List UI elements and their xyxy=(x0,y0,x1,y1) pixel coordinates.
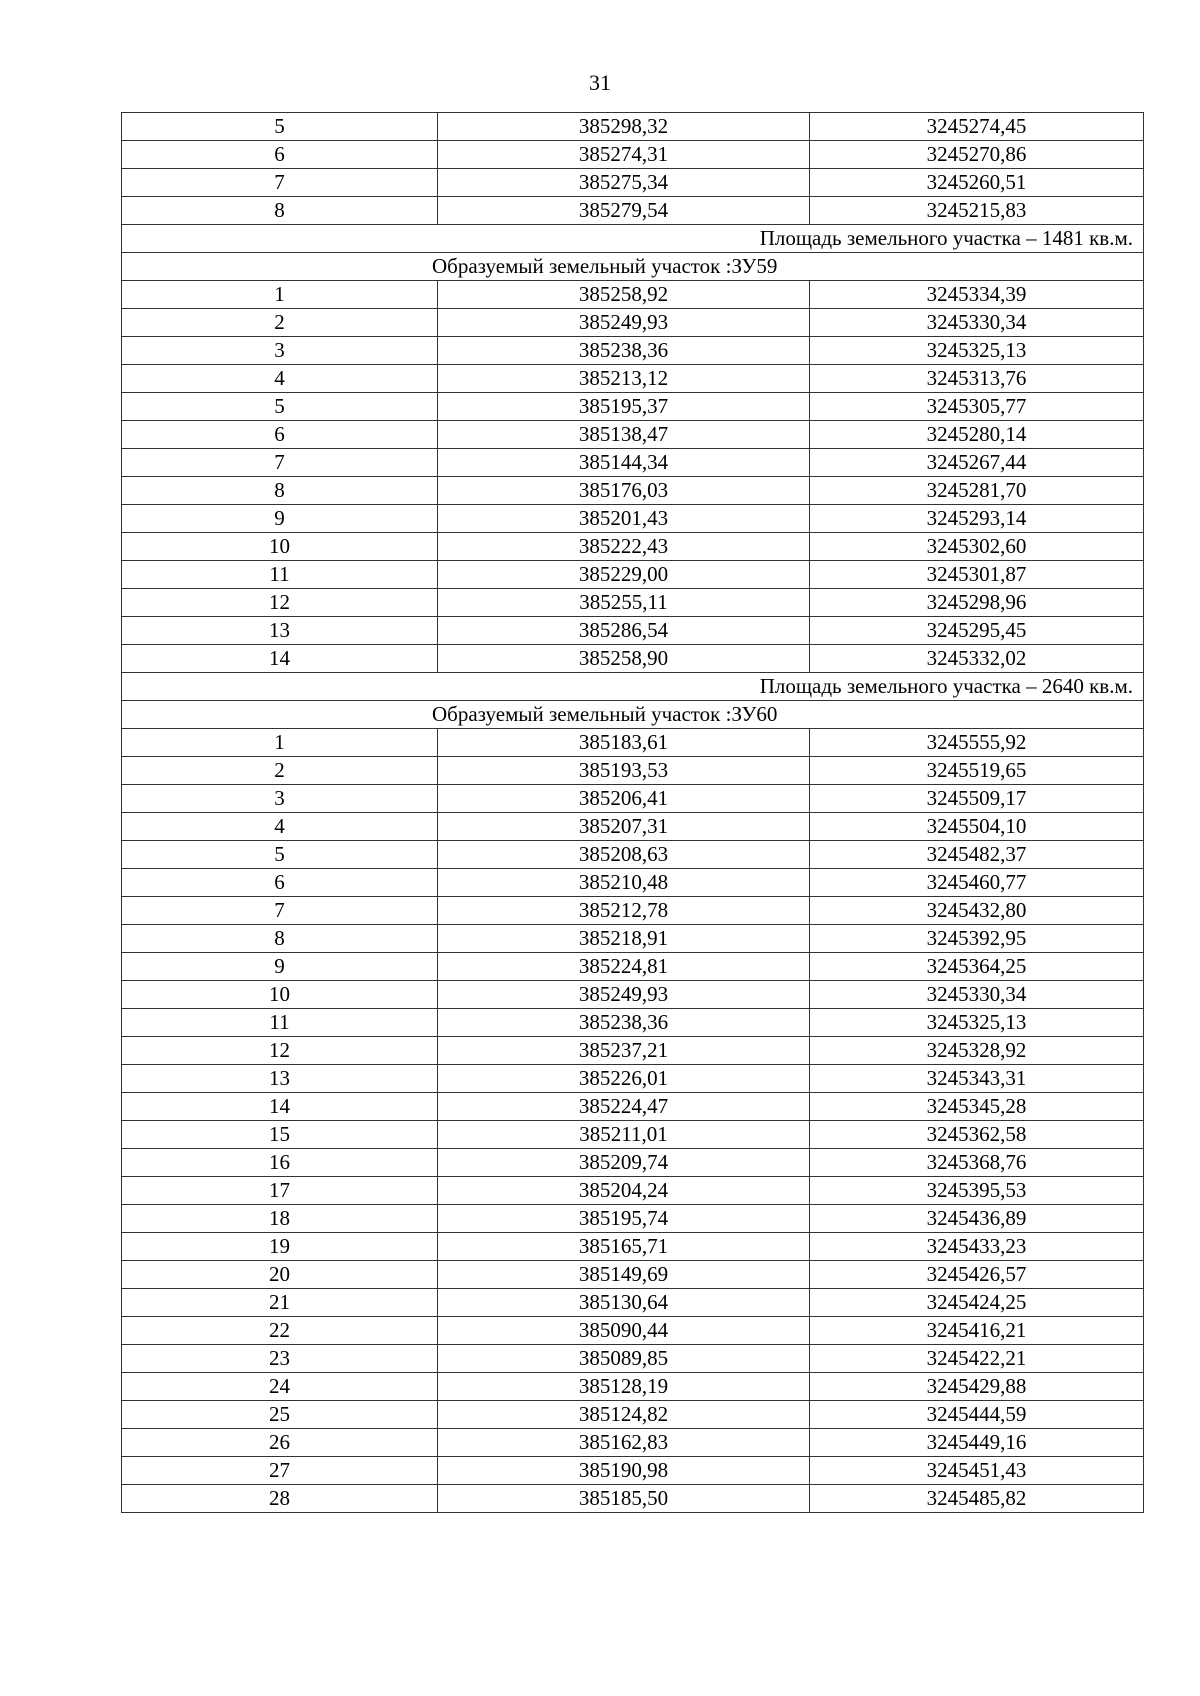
x-coordinate-cell: 385130,64 xyxy=(438,1289,810,1317)
table-row xyxy=(122,281,1144,309)
table-row xyxy=(122,533,1144,561)
table-row xyxy=(122,1065,1144,1093)
coordinates-table-body xyxy=(122,113,1144,1513)
point-number-cell: 27 xyxy=(122,1457,438,1485)
table-row xyxy=(122,477,1144,505)
parcel-title: Образуемый земельный участок :ЗУ59 xyxy=(122,253,1144,281)
area-row xyxy=(122,225,1144,253)
y-coordinate-cell: 3245395,53 xyxy=(810,1177,1144,1205)
x-coordinate-cell: 385210,48 xyxy=(438,869,810,897)
table-row xyxy=(122,561,1144,589)
point-number-cell: 2 xyxy=(122,757,438,785)
y-coordinate-cell: 3245280,14 xyxy=(810,421,1144,449)
table-row xyxy=(122,1317,1144,1345)
y-coordinate-cell: 3245281,70 xyxy=(810,477,1144,505)
y-coordinate-cell: 3245392,95 xyxy=(810,925,1144,953)
point-number-cell: 6 xyxy=(122,141,438,169)
table-row xyxy=(122,421,1144,449)
point-number-cell: 12 xyxy=(122,1037,438,1065)
point-number-cell: 5 xyxy=(122,113,438,141)
x-coordinate-cell: 385258,90 xyxy=(438,645,810,673)
table-row xyxy=(122,1429,1144,1457)
x-coordinate-cell: 385138,47 xyxy=(438,421,810,449)
x-coordinate-cell: 385195,37 xyxy=(438,393,810,421)
y-coordinate-cell: 3245509,17 xyxy=(810,785,1144,813)
x-coordinate-cell: 385213,12 xyxy=(438,365,810,393)
y-coordinate-cell: 3245345,28 xyxy=(810,1093,1144,1121)
point-number-cell: 21 xyxy=(122,1289,438,1317)
point-number-cell: 7 xyxy=(122,169,438,197)
table-row xyxy=(122,169,1144,197)
point-number-cell: 1 xyxy=(122,281,438,309)
point-number-cell: 9 xyxy=(122,953,438,981)
point-number-cell: 11 xyxy=(122,561,438,589)
x-coordinate-cell: 385208,63 xyxy=(438,841,810,869)
y-coordinate-cell: 3245325,13 xyxy=(810,337,1144,365)
point-number-cell: 15 xyxy=(122,1121,438,1149)
x-coordinate-cell: 385249,93 xyxy=(438,981,810,1009)
area-row xyxy=(122,673,1144,701)
table-row xyxy=(122,645,1144,673)
table-row xyxy=(122,1485,1144,1513)
table-row xyxy=(122,1345,1144,1373)
y-coordinate-cell: 3245368,76 xyxy=(810,1149,1144,1177)
table-row xyxy=(122,785,1144,813)
y-coordinate-cell: 3245325,13 xyxy=(810,1009,1144,1037)
y-coordinate-cell: 3245295,45 xyxy=(810,617,1144,645)
x-coordinate-cell: 385211,01 xyxy=(438,1121,810,1149)
point-number-cell: 6 xyxy=(122,869,438,897)
x-coordinate-cell: 385298,32 xyxy=(438,113,810,141)
x-coordinate-cell: 385279,54 xyxy=(438,197,810,225)
y-coordinate-cell: 3245260,51 xyxy=(810,169,1144,197)
point-number-cell: 8 xyxy=(122,925,438,953)
y-coordinate-cell: 3245298,96 xyxy=(810,589,1144,617)
table-row xyxy=(122,729,1144,757)
table-row xyxy=(122,1373,1144,1401)
parcel-title: Образуемый земельный участок :ЗУ60 xyxy=(122,701,1144,729)
x-coordinate-cell: 385201,43 xyxy=(438,505,810,533)
point-number-cell: 16 xyxy=(122,1149,438,1177)
table-row xyxy=(122,309,1144,337)
table-row xyxy=(122,1401,1144,1429)
coordinates-table xyxy=(121,112,1144,1513)
point-number-cell: 26 xyxy=(122,1429,438,1457)
table-row xyxy=(122,1177,1144,1205)
y-coordinate-cell: 3245451,43 xyxy=(810,1457,1144,1485)
y-coordinate-cell: 3245432,80 xyxy=(810,897,1144,925)
table-row xyxy=(122,869,1144,897)
y-coordinate-cell: 3245215,83 xyxy=(810,197,1144,225)
y-coordinate-cell: 3245426,57 xyxy=(810,1261,1144,1289)
table-row xyxy=(122,953,1144,981)
table-row xyxy=(122,449,1144,477)
y-coordinate-cell: 3245332,02 xyxy=(810,645,1144,673)
y-coordinate-cell: 3245416,21 xyxy=(810,1317,1144,1345)
table-row xyxy=(122,337,1144,365)
table-row xyxy=(122,1009,1144,1037)
table-row xyxy=(122,1205,1144,1233)
y-coordinate-cell: 3245267,44 xyxy=(810,449,1144,477)
parcel-area: Площадь земельного участка – 1481 кв.м. xyxy=(122,225,1144,253)
parcel-area: Площадь земельного участка – 2640 кв.м. xyxy=(122,673,1144,701)
x-coordinate-cell: 385275,34 xyxy=(438,169,810,197)
x-coordinate-cell: 385212,78 xyxy=(438,897,810,925)
table-row xyxy=(122,365,1144,393)
x-coordinate-cell: 385149,69 xyxy=(438,1261,810,1289)
point-number-cell: 10 xyxy=(122,533,438,561)
y-coordinate-cell: 3245330,34 xyxy=(810,981,1144,1009)
point-number-cell: 3 xyxy=(122,337,438,365)
y-coordinate-cell: 3245485,82 xyxy=(810,1485,1144,1513)
table-row xyxy=(122,113,1144,141)
y-coordinate-cell: 3245504,10 xyxy=(810,813,1144,841)
y-coordinate-cell: 3245343,31 xyxy=(810,1065,1144,1093)
x-coordinate-cell: 385190,98 xyxy=(438,1457,810,1485)
y-coordinate-cell: 3245444,59 xyxy=(810,1401,1144,1429)
y-coordinate-cell: 3245274,45 xyxy=(810,113,1144,141)
point-number-cell: 14 xyxy=(122,1093,438,1121)
point-number-cell: 4 xyxy=(122,813,438,841)
point-number-cell: 7 xyxy=(122,897,438,925)
point-number-cell: 8 xyxy=(122,197,438,225)
table-row xyxy=(122,1457,1144,1485)
table-row xyxy=(122,1149,1144,1177)
y-coordinate-cell: 3245422,21 xyxy=(810,1345,1144,1373)
y-coordinate-cell: 3245330,34 xyxy=(810,309,1144,337)
x-coordinate-cell: 385249,93 xyxy=(438,309,810,337)
point-number-cell: 17 xyxy=(122,1177,438,1205)
point-number-cell: 12 xyxy=(122,589,438,617)
y-coordinate-cell: 3245460,77 xyxy=(810,869,1144,897)
point-number-cell: 1 xyxy=(122,729,438,757)
point-number-cell: 22 xyxy=(122,1317,438,1345)
table-row xyxy=(122,1093,1144,1121)
table-row xyxy=(122,505,1144,533)
table-row xyxy=(122,1233,1144,1261)
x-coordinate-cell: 385185,50 xyxy=(438,1485,810,1513)
point-number-cell: 2 xyxy=(122,309,438,337)
x-coordinate-cell: 385176,03 xyxy=(438,477,810,505)
table-row xyxy=(122,617,1144,645)
x-coordinate-cell: 385207,31 xyxy=(438,813,810,841)
point-number-cell: 13 xyxy=(122,1065,438,1093)
point-number-cell: 8 xyxy=(122,477,438,505)
x-coordinate-cell: 385090,44 xyxy=(438,1317,810,1345)
point-number-cell: 9 xyxy=(122,505,438,533)
point-number-cell: 5 xyxy=(122,393,438,421)
x-coordinate-cell: 385195,74 xyxy=(438,1205,810,1233)
x-coordinate-cell: 385222,43 xyxy=(438,533,810,561)
point-number-cell: 20 xyxy=(122,1261,438,1289)
x-coordinate-cell: 385193,53 xyxy=(438,757,810,785)
x-coordinate-cell: 385218,91 xyxy=(438,925,810,953)
point-number-cell: 11 xyxy=(122,1009,438,1037)
table-row xyxy=(122,981,1144,1009)
y-coordinate-cell: 3245305,77 xyxy=(810,393,1144,421)
x-coordinate-cell: 385237,21 xyxy=(438,1037,810,1065)
x-coordinate-cell: 385209,74 xyxy=(438,1149,810,1177)
table-row xyxy=(122,197,1144,225)
y-coordinate-cell: 3245519,65 xyxy=(810,757,1144,785)
x-coordinate-cell: 385229,00 xyxy=(438,561,810,589)
x-coordinate-cell: 385204,24 xyxy=(438,1177,810,1205)
table-row xyxy=(122,1289,1144,1317)
y-coordinate-cell: 3245436,89 xyxy=(810,1205,1144,1233)
x-coordinate-cell: 385124,82 xyxy=(438,1401,810,1429)
x-coordinate-cell: 385224,81 xyxy=(438,953,810,981)
y-coordinate-cell: 3245555,92 xyxy=(810,729,1144,757)
y-coordinate-cell: 3245313,76 xyxy=(810,365,1144,393)
x-coordinate-cell: 385286,54 xyxy=(438,617,810,645)
y-coordinate-cell: 3245429,88 xyxy=(810,1373,1144,1401)
point-number-cell: 14 xyxy=(122,645,438,673)
x-coordinate-cell: 385238,36 xyxy=(438,1009,810,1037)
x-coordinate-cell: 385258,92 xyxy=(438,281,810,309)
y-coordinate-cell: 3245270,86 xyxy=(810,141,1144,169)
page-number: 31 xyxy=(589,70,611,95)
table-row xyxy=(122,897,1144,925)
point-number-cell: 7 xyxy=(122,449,438,477)
x-coordinate-cell: 385144,34 xyxy=(438,449,810,477)
parcel-title-row xyxy=(122,253,1144,281)
y-coordinate-cell: 3245334,39 xyxy=(810,281,1144,309)
point-number-cell: 3 xyxy=(122,785,438,813)
y-coordinate-cell: 3245293,14 xyxy=(810,505,1144,533)
table-row xyxy=(122,1037,1144,1065)
y-coordinate-cell: 3245482,37 xyxy=(810,841,1144,869)
x-coordinate-cell: 385226,01 xyxy=(438,1065,810,1093)
parcel-title-row xyxy=(122,701,1144,729)
x-coordinate-cell: 385224,47 xyxy=(438,1093,810,1121)
x-coordinate-cell: 385255,11 xyxy=(438,589,810,617)
x-coordinate-cell: 385274,31 xyxy=(438,141,810,169)
x-coordinate-cell: 385238,36 xyxy=(438,337,810,365)
table-row xyxy=(122,841,1144,869)
point-number-cell: 23 xyxy=(122,1345,438,1373)
point-number-cell: 5 xyxy=(122,841,438,869)
point-number-cell: 13 xyxy=(122,617,438,645)
point-number-cell: 10 xyxy=(122,981,438,1009)
y-coordinate-cell: 3245301,87 xyxy=(810,561,1144,589)
y-coordinate-cell: 3245328,92 xyxy=(810,1037,1144,1065)
x-coordinate-cell: 385128,19 xyxy=(438,1373,810,1401)
table-row xyxy=(122,1121,1144,1149)
table-row xyxy=(122,393,1144,421)
table-row xyxy=(122,757,1144,785)
point-number-cell: 6 xyxy=(122,421,438,449)
y-coordinate-cell: 3245364,25 xyxy=(810,953,1144,981)
x-coordinate-cell: 385165,71 xyxy=(438,1233,810,1261)
point-number-cell: 19 xyxy=(122,1233,438,1261)
point-number-cell: 18 xyxy=(122,1205,438,1233)
table-row xyxy=(122,1261,1144,1289)
table-row xyxy=(122,141,1144,169)
y-coordinate-cell: 3245362,58 xyxy=(810,1121,1144,1149)
x-coordinate-cell: 385206,41 xyxy=(438,785,810,813)
y-coordinate-cell: 3245433,23 xyxy=(810,1233,1144,1261)
point-number-cell: 28 xyxy=(122,1485,438,1513)
table-row xyxy=(122,589,1144,617)
y-coordinate-cell: 3245424,25 xyxy=(810,1289,1144,1317)
point-number-cell: 24 xyxy=(122,1373,438,1401)
y-coordinate-cell: 3245449,16 xyxy=(810,1429,1144,1457)
table-row xyxy=(122,925,1144,953)
x-coordinate-cell: 385089,85 xyxy=(438,1345,810,1373)
table-row xyxy=(122,813,1144,841)
x-coordinate-cell: 385162,83 xyxy=(438,1429,810,1457)
x-coordinate-cell: 385183,61 xyxy=(438,729,810,757)
point-number-cell: 25 xyxy=(122,1401,438,1429)
y-coordinate-cell: 3245302,60 xyxy=(810,533,1144,561)
point-number-cell: 4 xyxy=(122,365,438,393)
